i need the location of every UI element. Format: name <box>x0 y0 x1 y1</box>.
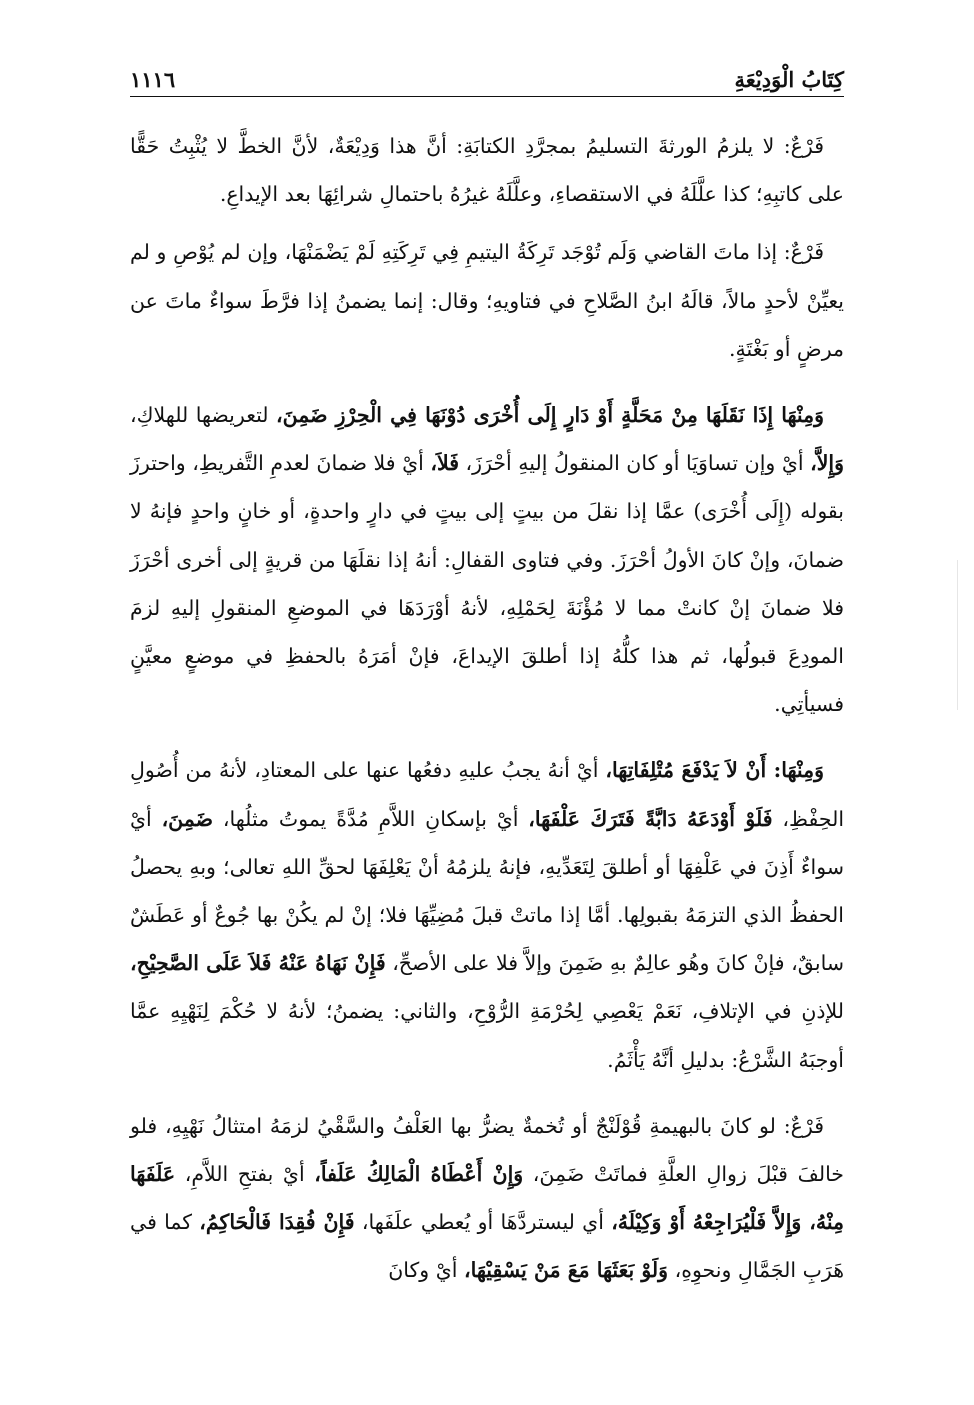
sharh-text: أيْ سواءٌ أَذِنَ في عَلْفِهَا أو أطلقَ لِتَعَدِّيهِ، فإنهُ يلزمُهُ أنْ يَعْلِفَهَا لحقِّ اللهِ تعالى؛ وبهِ يحصلُ الحفظُ الذي التزمَهُ بقبولِها. أمَّا إذا ماتتْ قبلَ مُضِيِّهَا فلا؛ إنْ لم يكُنْ بها جُوعٌ أو عَطَشٌ سابقٌ، فإنْ كانَ وهُو عالِمٌ بهِ ضَمِنَ وإلاَّ فلا على الأصحِّ، <box>130 806 844 976</box>
paragraph-far-1 <box>130 122 844 218</box>
sharh-text: فَرْعٌ: لو كانَ بالبهيمةِ قُوْلَنْجٌ أو تُخمةٌ يضرُّ بها العَلْفُ والسَّقْيُ لزمَهُ امتثالُ نَهْيِهِ، فلو خالفَ قبْلَ زوالِ العلَّةِ فماتَتْ ضَمِنَ، <box>130 1113 844 1187</box>
text-run: فَرْعٌ: لا يلزمُ الورثةَ التسليمُ بمجرَّدِ الكتابَةِ: أنَّ هذا وَدِيْعَةٌ، لأنَّ الخطَّ لا يُثْبِتُ حَقًّا على كاتبِهِ؛ كذا علَّلَهُ في الاستقصاءِ، وعلَّلَهُ غيرُهُ باحتمالِ شرائِهَا بعد الإيداعِ. <box>130 134 844 207</box>
body-text <box>130 122 844 1305</box>
sharh-text: للإذنِ في الإتلافِ، نَعَمْ يَعْصِي لِحُرْمَةِ الرُّوْحِ، والثاني: يضمنُ؛ لأنهُ لا حُكْمَ لِنَهْيِهِ عمَّا أوجبَهُ الشَّرْعُ: بدليلِ أنَّهُ يَأْثَمُ. <box>130 999 844 1072</box>
sharh-text: أي ليستردَّهَا أو يُعطي علَفَها، <box>354 1210 612 1235</box>
sharh-text: لتعريضها للهلاكِ، <box>130 403 277 428</box>
paragraph-transfer-rule <box>130 391 844 728</box>
paragraph-far-2 <box>130 228 844 373</box>
sharh-text: أيْ أنهُ يجبُ عليهِ دفعُها عنها على المعتادِ، لأنهُ من أُصُولِ الحِفْظِ، <box>130 758 845 831</box>
sharh-text: أيْ بإسكانِ اللاَّمِ مُدَّةً يموتُ مثلُها، <box>213 806 529 831</box>
matn-text: وَلَوْ بَعَثَهَا مَعَ مَنْ يَسْقِيْهَا، <box>463 1258 669 1283</box>
sharh-text: أيْ وكانَ <box>388 1258 464 1283</box>
page-number: ١١١٦ <box>130 67 176 92</box>
book-title: كِتَابُ الْوَدِيْعَةِ <box>734 67 844 92</box>
matn-text: عَلَفَهَا مِنْهُ، وَإِلاَّ فَلْيُرَاجِعْهُ أَوْ وَكِيْلَهُ، <box>130 1162 844 1235</box>
paragraph-far-3 <box>130 1102 844 1295</box>
matn-text: ضَمِنَ، <box>161 806 214 831</box>
matn-text: وَمِنْهَا: أَنْ لاَ يَدْفَعَ مُتْلِفَاتِهَا، <box>605 758 824 783</box>
matn-text: فَإِنْ فُقِدَا فَالْحَاكِمُ، <box>199 1210 355 1235</box>
matn-text: فَلَوْ أَوْدَعَهُ دَابَّةً فَتَرَكَ عَلْفَهَا، <box>528 806 773 831</box>
text-run: فَرْعٌ: إذا ماتَ القاضي وَلَم تُوْجَد تَرِكَةُ اليتيمِ فِي تَرِكَتِهِ لَمْ يَضْمَنْهَا، وإن لم يُوْصِ و لم يعيِّنْ لأحدٍ مالاً، قالَهُ ابنُ الصَّلاحِ في فتاويهِ؛ وقال: إنما يضمنُ إذا فرَّطَ سواءٌ ماتَ عن مرضٍ أو بَغْتَةٍ. <box>130 240 844 361</box>
page-header <box>130 58 844 97</box>
scan-margin-mark <box>957 560 958 710</box>
sharh-text: أيْ وإن تساوَيَا أو كان المنقولُ إليهِ أحْرَزَ، <box>459 451 811 476</box>
sharh-text: أيْ فلا ضمانَ لعدمِ التَّفريطِ، واحترزَ بقوله (إِلَى أُخْرَى) عمَّا إذا نقلَ من بيتٍ إلى بيتٍ في دارٍ واحدةٍ، أو خانٍ واحدٍ فإنهُ لا ضمانَ، وإنْ كانَ الأولُ أحْرَزَ. وفي فتاوى القفالِ: أنهُ إذا نقلَهَا من قريةٍ إلى أخرى أحْرَزَ فلا ضمانَ إنْ كانتْ مما لا مُؤْنَةَ لِحَمْلِهِ، لأنهُ أوْرَدَهَا في الموضعِ المنقولِ إليهِ لزمَ المودِعَ قبولُها، ثم هذا كلُّهُ إذا أطلقَ الإيداعَ، فإنْ أمَرَهُ بالحفظِ في موضعٍ معيَّنٍ فسيأتِي. <box>130 451 844 717</box>
paragraph-protection-rule <box>130 746 844 1083</box>
sharh-text: أيْ بفتحِ اللاَّمِ، <box>175 1162 315 1187</box>
matn-text: وَإِنْ أَعْطَاهُ الْمَالِكُ عَلَفاً، <box>314 1162 524 1187</box>
matn-text: فَإِنْ نَهَاهُ عَنْهُ فَلاَ عَلَى الصَّحِيْحِ، <box>130 951 386 976</box>
matn-text: وَمِنْهَا إِذَا نَقَلَهَا مِنْ مَحَلَّةٍ أَوْ دَارٍ إِلَى أُخْرَى دُوْنَهَا فِي الْحِرْزِ ضَمِنَ، <box>276 403 824 428</box>
sharh-text: كما في هَرَبِ الجَمَّالِ ونحوِهِ، <box>130 1210 844 1283</box>
matn-text: وَإِلاَّ، <box>810 451 845 476</box>
matn-text: فَلاَ، <box>430 451 460 476</box>
